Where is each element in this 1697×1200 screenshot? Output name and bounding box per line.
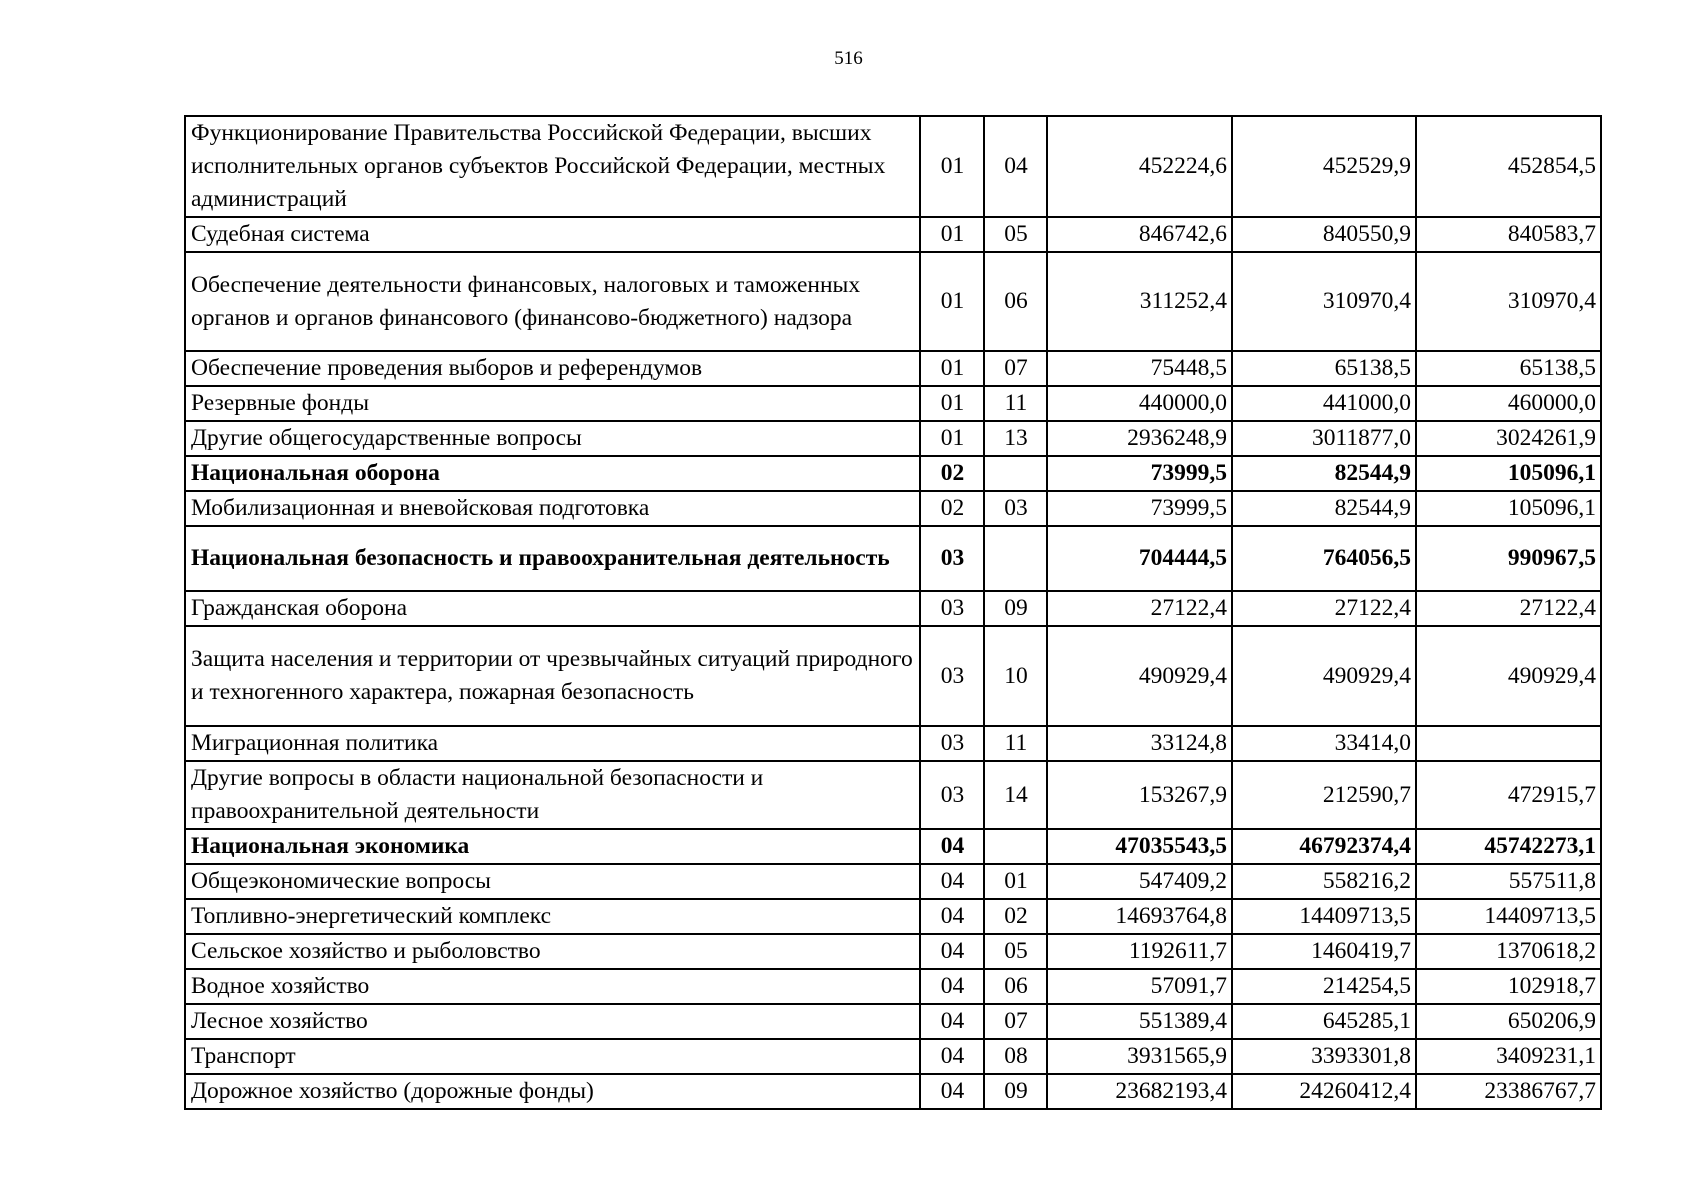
amount-year-1-cell: 3931565,9 [1047, 1039, 1232, 1074]
section-code-cell: 02 [920, 491, 984, 526]
amount-year-2-cell: 452529,9 [1232, 116, 1416, 217]
table-row [185, 591, 1601, 626]
row-name-cell: Мобилизационная и вневойсковая подготовка [185, 491, 920, 526]
section-code-cell: 04 [920, 1039, 984, 1074]
subsection-code-cell: 11 [984, 386, 1047, 421]
subsection-code-cell: 05 [984, 217, 1047, 252]
subsection-code-cell: 13 [984, 421, 1047, 456]
row-name-cell: Защита населения и территории от чрезвычайных ситуаций природного и техногенного характера, пожарная безопасность [185, 626, 920, 726]
amount-year-1-cell: 75448,5 [1047, 351, 1232, 386]
amount-year-1-cell: 57091,7 [1047, 969, 1232, 1004]
subsection-code-cell [984, 829, 1047, 864]
table-row [185, 899, 1601, 934]
subsection-code-cell: 02 [984, 899, 1047, 934]
table-row [185, 386, 1601, 421]
amount-year-2-cell: 46792374,4 [1232, 829, 1416, 864]
subsection-code-cell: 08 [984, 1039, 1047, 1074]
amount-year-1-cell: 311252,4 [1047, 252, 1232, 351]
amount-year-2-cell: 490929,4 [1232, 626, 1416, 726]
section-code-cell: 01 [920, 252, 984, 351]
row-name-cell: Национальная экономика [185, 829, 920, 864]
subsection-code-cell: 06 [984, 252, 1047, 351]
amount-year-1-cell: 704444,5 [1047, 526, 1232, 591]
row-name-cell: Другие вопросы в области национальной безопасности и правоохранительной деятельности [185, 761, 920, 829]
subsection-code-cell [984, 456, 1047, 491]
table-row [185, 829, 1601, 864]
table-row [185, 491, 1601, 526]
row-name-cell: Водное хозяйство [185, 969, 920, 1004]
budget-table-body [185, 116, 1601, 1109]
table-row [185, 1074, 1601, 1109]
row-name-cell: Функционирование Правительства Российской Федерации, высших исполнительных органов субъектов Российской Федерации, местных администраций [185, 116, 920, 217]
amount-year-1-cell: 452224,6 [1047, 116, 1232, 217]
amount-year-3-cell: 557511,8 [1416, 864, 1601, 899]
subsection-code-cell: 06 [984, 969, 1047, 1004]
table-row [185, 252, 1601, 351]
amount-year-2-cell: 82544,9 [1232, 456, 1416, 491]
amount-year-1-cell: 153267,9 [1047, 761, 1232, 829]
subsection-code-cell: 05 [984, 934, 1047, 969]
subsection-code-cell: 11 [984, 726, 1047, 761]
amount-year-3-cell: 23386767,7 [1416, 1074, 1601, 1109]
amount-year-3-cell: 990967,5 [1416, 526, 1601, 591]
amount-year-2-cell: 764056,5 [1232, 526, 1416, 591]
amount-year-1-cell: 27122,4 [1047, 591, 1232, 626]
row-name-cell: Резервные фонды [185, 386, 920, 421]
table-row [185, 1039, 1601, 1074]
amount-year-1-cell: 846742,6 [1047, 217, 1232, 252]
section-code-cell: 04 [920, 969, 984, 1004]
amount-year-3-cell [1416, 726, 1601, 761]
table-row [185, 626, 1601, 726]
row-name-cell: Национальная безопасность и правоохранительная деятельность [185, 526, 920, 591]
subsection-code-cell: 09 [984, 1074, 1047, 1109]
subsection-code-cell: 07 [984, 351, 1047, 386]
section-code-cell: 02 [920, 456, 984, 491]
subsection-code-cell: 04 [984, 116, 1047, 217]
table-row [185, 217, 1601, 252]
amount-year-1-cell: 2936248,9 [1047, 421, 1232, 456]
table-row [185, 116, 1601, 217]
amount-year-3-cell: 45742273,1 [1416, 829, 1601, 864]
amount-year-2-cell: 645285,1 [1232, 1004, 1416, 1039]
amount-year-3-cell: 460000,0 [1416, 386, 1601, 421]
amount-year-2-cell: 1460419,7 [1232, 934, 1416, 969]
amount-year-3-cell: 3409231,1 [1416, 1039, 1601, 1074]
table-row [185, 526, 1601, 591]
amount-year-3-cell: 3024261,9 [1416, 421, 1601, 456]
amount-year-3-cell: 65138,5 [1416, 351, 1601, 386]
table-row [185, 969, 1601, 1004]
section-code-cell: 01 [920, 217, 984, 252]
amount-year-3-cell: 310970,4 [1416, 252, 1601, 351]
section-code-cell: 04 [920, 864, 984, 899]
table-row [185, 351, 1601, 386]
amount-year-3-cell: 490929,4 [1416, 626, 1601, 726]
row-name-cell: Гражданская оборона [185, 591, 920, 626]
table-row [185, 421, 1601, 456]
row-name-cell: Судебная система [185, 217, 920, 252]
row-name-cell: Общеэкономические вопросы [185, 864, 920, 899]
section-code-cell: 03 [920, 626, 984, 726]
table-row [185, 934, 1601, 969]
amount-year-1-cell: 23682193,4 [1047, 1074, 1232, 1109]
amount-year-2-cell: 3011877,0 [1232, 421, 1416, 456]
subsection-code-cell: 03 [984, 491, 1047, 526]
amount-year-1-cell: 1192611,7 [1047, 934, 1232, 969]
row-name-cell: Обеспечение деятельности финансовых, налоговых и таможенных органов и органов финансового (финансово-бюджетного) надзора [185, 252, 920, 351]
amount-year-3-cell: 14409713,5 [1416, 899, 1601, 934]
amount-year-2-cell: 212590,7 [1232, 761, 1416, 829]
amount-year-2-cell: 24260412,4 [1232, 1074, 1416, 1109]
budget-table [184, 115, 1602, 1110]
section-code-cell: 01 [920, 386, 984, 421]
section-code-cell: 04 [920, 934, 984, 969]
subsection-code-cell [984, 526, 1047, 591]
row-name-cell: Транспорт [185, 1039, 920, 1074]
section-code-cell: 01 [920, 116, 984, 217]
amount-year-1-cell: 547409,2 [1047, 864, 1232, 899]
subsection-code-cell: 01 [984, 864, 1047, 899]
amount-year-3-cell: 27122,4 [1416, 591, 1601, 626]
row-name-cell: Миграционная политика [185, 726, 920, 761]
subsection-code-cell: 10 [984, 626, 1047, 726]
amount-year-3-cell: 105096,1 [1416, 491, 1601, 526]
amount-year-2-cell: 441000,0 [1232, 386, 1416, 421]
amount-year-2-cell: 558216,2 [1232, 864, 1416, 899]
amount-year-1-cell: 73999,5 [1047, 456, 1232, 491]
amount-year-1-cell: 440000,0 [1047, 386, 1232, 421]
amount-year-2-cell: 840550,9 [1232, 217, 1416, 252]
amount-year-1-cell: 551389,4 [1047, 1004, 1232, 1039]
amount-year-1-cell: 490929,4 [1047, 626, 1232, 726]
amount-year-1-cell: 47035543,5 [1047, 829, 1232, 864]
row-name-cell: Сельское хозяйство и рыболовство [185, 934, 920, 969]
table-row [185, 761, 1601, 829]
section-code-cell: 04 [920, 1004, 984, 1039]
subsection-code-cell: 09 [984, 591, 1047, 626]
amount-year-3-cell: 650206,9 [1416, 1004, 1601, 1039]
row-name-cell: Топливно-энергетический комплекс [185, 899, 920, 934]
section-code-cell: 04 [920, 1074, 984, 1109]
section-code-cell: 03 [920, 761, 984, 829]
amount-year-3-cell: 472915,7 [1416, 761, 1601, 829]
subsection-code-cell: 07 [984, 1004, 1047, 1039]
amount-year-2-cell: 214254,5 [1232, 969, 1416, 1004]
section-code-cell: 04 [920, 899, 984, 934]
amount-year-3-cell: 840583,7 [1416, 217, 1601, 252]
table-row [185, 726, 1601, 761]
section-code-cell: 03 [920, 526, 984, 591]
row-name-cell: Национальная оборона [185, 456, 920, 491]
section-code-cell: 01 [920, 421, 984, 456]
amount-year-3-cell: 105096,1 [1416, 456, 1601, 491]
section-code-cell: 03 [920, 726, 984, 761]
amount-year-1-cell: 73999,5 [1047, 491, 1232, 526]
section-code-cell: 01 [920, 351, 984, 386]
amount-year-2-cell: 65138,5 [1232, 351, 1416, 386]
amount-year-2-cell: 33414,0 [1232, 726, 1416, 761]
subsection-code-cell: 14 [984, 761, 1047, 829]
amount-year-3-cell: 102918,7 [1416, 969, 1601, 1004]
amount-year-3-cell: 1370618,2 [1416, 934, 1601, 969]
row-name-cell: Лесное хозяйство [185, 1004, 920, 1039]
table-row [185, 456, 1601, 491]
amount-year-1-cell: 14693764,8 [1047, 899, 1232, 934]
table-row [185, 864, 1601, 899]
amount-year-2-cell: 27122,4 [1232, 591, 1416, 626]
amount-year-2-cell: 82544,9 [1232, 491, 1416, 526]
section-code-cell: 03 [920, 591, 984, 626]
row-name-cell: Обеспечение проведения выборов и референдумов [185, 351, 920, 386]
amount-year-1-cell: 33124,8 [1047, 726, 1232, 761]
row-name-cell: Другие общегосударственные вопросы [185, 421, 920, 456]
page-number: 516 [834, 48, 863, 69]
amount-year-2-cell: 310970,4 [1232, 252, 1416, 351]
section-code-cell: 04 [920, 829, 984, 864]
row-name-cell: Дорожное хозяйство (дорожные фонды) [185, 1074, 920, 1109]
amount-year-2-cell: 14409713,5 [1232, 899, 1416, 934]
amount-year-3-cell: 452854,5 [1416, 116, 1601, 217]
table-row [185, 1004, 1601, 1039]
amount-year-2-cell: 3393301,8 [1232, 1039, 1416, 1074]
